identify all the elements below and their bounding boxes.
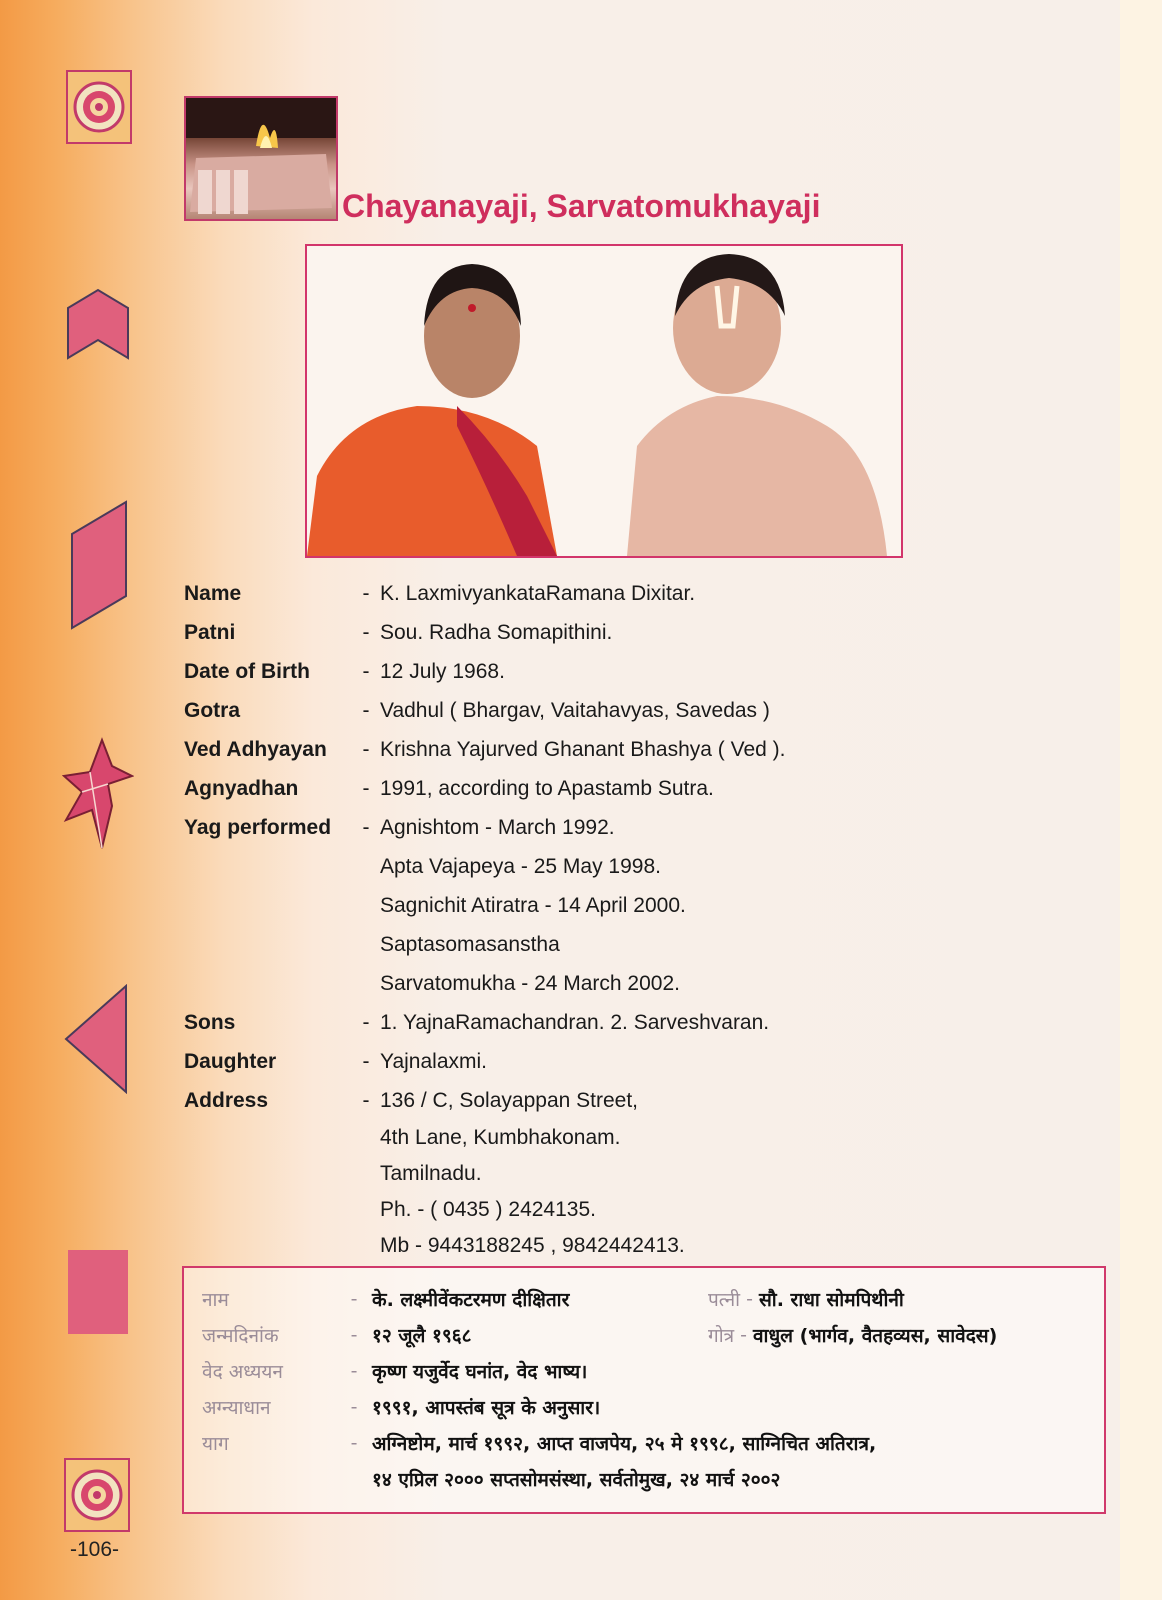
page-number: -106- bbox=[70, 1538, 120, 1561]
hindi-row-yag-cont bbox=[372, 1462, 780, 1496]
yag-line bbox=[184, 925, 944, 964]
hindi-row-yag bbox=[202, 1426, 876, 1460]
address-line bbox=[184, 1156, 944, 1192]
hindi-value: १९९१, आपस्तंब सूत्र के अनुसार। bbox=[372, 1397, 601, 1419]
detail-value: 12 July 1968. bbox=[380, 659, 505, 683]
detail-row-name bbox=[184, 574, 944, 613]
hindi-value: कृष्ण यजुर्वेद घनांत, वेद भाष्य। bbox=[372, 1361, 588, 1383]
details-list bbox=[184, 574, 944, 1264]
parallelogram-shape-icon bbox=[68, 500, 130, 630]
fire-altar-photo bbox=[184, 96, 338, 221]
detail-value: Krishna Yajurved Ghanant Bhashya ( Ved ). bbox=[380, 737, 786, 761]
detail-value: Sou. Radha Somapithini. bbox=[380, 620, 613, 644]
detail-label: Gotra bbox=[184, 698, 241, 722]
hindi-label: अग्न्याधान bbox=[202, 1397, 271, 1419]
yag-value: Sagnichit Atiratra - 14 April 2000. bbox=[380, 893, 686, 917]
yag-line bbox=[184, 847, 944, 886]
hindi-label: पत्नी bbox=[708, 1289, 741, 1311]
detail-label: Address bbox=[184, 1088, 269, 1112]
yag-value: Apta Vajapeya - 25 May 1998. bbox=[380, 854, 661, 878]
address-value: Tamilnadu. bbox=[380, 1162, 482, 1185]
bird-motif-icon bbox=[62, 736, 134, 852]
hindi-value: १४ एप्रिल २००० सप्तसोमसंस्था, सर्वतोमुख, २४ मार्च २००२ bbox=[372, 1469, 781, 1491]
detail-separator: - bbox=[362, 620, 370, 644]
yag-value: Saptasomasanstha bbox=[380, 932, 560, 956]
page-margin bbox=[1120, 0, 1162, 1600]
detail-row-patni bbox=[184, 613, 944, 652]
detail-label: Patni bbox=[184, 620, 236, 644]
detail-value: Yajnalaxmi. bbox=[380, 1049, 487, 1073]
detail-label: Yag performed bbox=[184, 815, 332, 839]
hindi-label: नाम bbox=[202, 1289, 229, 1311]
detail-value: K. LaxmivyankataRamana Dixitar. bbox=[380, 581, 696, 605]
triangle-shape-icon bbox=[64, 984, 130, 1094]
address-value: Mb - 9443188245 , 9842442413. bbox=[380, 1234, 685, 1257]
detail-separator: - bbox=[362, 698, 370, 722]
hindi-separator: - bbox=[746, 1288, 753, 1310]
rangoli-bottom-icon bbox=[64, 1458, 130, 1532]
detail-row-daughter bbox=[184, 1042, 944, 1081]
detail-separator: - bbox=[362, 776, 370, 800]
detail-row-dob bbox=[184, 652, 944, 691]
detail-separator: - bbox=[362, 1010, 370, 1034]
hindi-summary-box bbox=[182, 1266, 1106, 1514]
detail-value: Vadhul ( Bhargav, Vaitahavyas, Savedas ) bbox=[380, 698, 770, 722]
hindi-row-gotra bbox=[708, 1318, 997, 1352]
detail-value: 1991, according to Apastamb Sutra. bbox=[380, 776, 714, 800]
detail-label: Daughter bbox=[184, 1049, 277, 1073]
detail-label: Sons bbox=[184, 1010, 236, 1034]
detail-row-agnyadhan bbox=[184, 769, 944, 808]
hindi-label: याग bbox=[202, 1433, 229, 1455]
couple-portrait-photo bbox=[305, 244, 903, 558]
hindi-value: सौ. राधा सोमपिथीनी bbox=[758, 1289, 904, 1311]
detail-separator: - bbox=[362, 1088, 370, 1112]
yag-line bbox=[184, 886, 944, 925]
rangoli-top-icon bbox=[66, 70, 132, 144]
detail-separator: - bbox=[362, 1049, 370, 1073]
page-title: Chayanayaji, Sarvatomukhayaji bbox=[342, 188, 821, 224]
address-line bbox=[184, 1120, 944, 1156]
detail-label: Date of Birth bbox=[184, 659, 310, 683]
hindi-row-agnyadhan bbox=[202, 1390, 600, 1424]
hindi-label: गोत्र bbox=[708, 1325, 735, 1347]
hindi-value: के. लक्ष्मीवेंकटरमण दीक्षितार bbox=[372, 1289, 570, 1311]
detail-row-address bbox=[184, 1081, 944, 1120]
detail-label: Ved Adhyayan bbox=[184, 737, 327, 761]
hindi-row-dob bbox=[202, 1318, 472, 1352]
hindi-value: अग्निष्टोम, मार्च १९९२, आप्त वाजपेय, २५ मे १९९८, साग्निचित अतिरात्र, bbox=[372, 1433, 877, 1455]
hindi-separator: - bbox=[350, 1324, 358, 1346]
detail-value: 136 / C, Solayappan Street, bbox=[380, 1088, 638, 1112]
detail-value: 1. YajnaRamachandran. 2. Sarveshvaran. bbox=[380, 1010, 770, 1034]
hindi-separator: - bbox=[740, 1324, 747, 1346]
address-line bbox=[184, 1228, 944, 1264]
hindi-separator: - bbox=[350, 1396, 358, 1418]
hindi-label: जन्मदिनांक bbox=[202, 1325, 279, 1347]
hindi-label: वेद अध्ययन bbox=[202, 1361, 283, 1383]
yag-line bbox=[184, 964, 944, 1003]
detail-separator: - bbox=[362, 581, 370, 605]
hindi-row-patni bbox=[708, 1282, 904, 1316]
address-line bbox=[184, 1192, 944, 1228]
detail-label: Name bbox=[184, 581, 242, 605]
detail-row-ved-adhyayan bbox=[184, 730, 944, 769]
detail-row-gotra bbox=[184, 691, 944, 730]
hindi-row-ved bbox=[202, 1354, 587, 1388]
hindi-value: वाधुल (भार्गव, वैतहव्यस, सावेदस) bbox=[752, 1325, 998, 1347]
hindi-value: १२ जूलै १९६८ bbox=[372, 1325, 472, 1347]
detail-separator: - bbox=[362, 815, 370, 839]
detail-separator: - bbox=[362, 737, 370, 761]
detail-row-sons bbox=[184, 1003, 944, 1042]
hindi-separator: - bbox=[350, 1288, 358, 1310]
hindi-separator: - bbox=[350, 1360, 358, 1382]
detail-row-yag bbox=[184, 808, 944, 847]
detail-value: Agnishtom - March 1992. bbox=[380, 815, 615, 839]
address-value: 4th Lane, Kumbhakonam. bbox=[380, 1126, 621, 1149]
pentagon-shape-icon bbox=[66, 288, 130, 360]
square-shape-icon bbox=[68, 1250, 128, 1334]
detail-label: Agnyadhan bbox=[184, 776, 299, 800]
hindi-row-name bbox=[202, 1282, 569, 1316]
detail-separator: - bbox=[362, 659, 370, 683]
yag-value: Sarvatomukha - 24 March 2002. bbox=[380, 971, 680, 995]
address-value: Ph. - ( 0435 ) 2424135. bbox=[380, 1198, 596, 1221]
hindi-separator: - bbox=[350, 1432, 358, 1454]
